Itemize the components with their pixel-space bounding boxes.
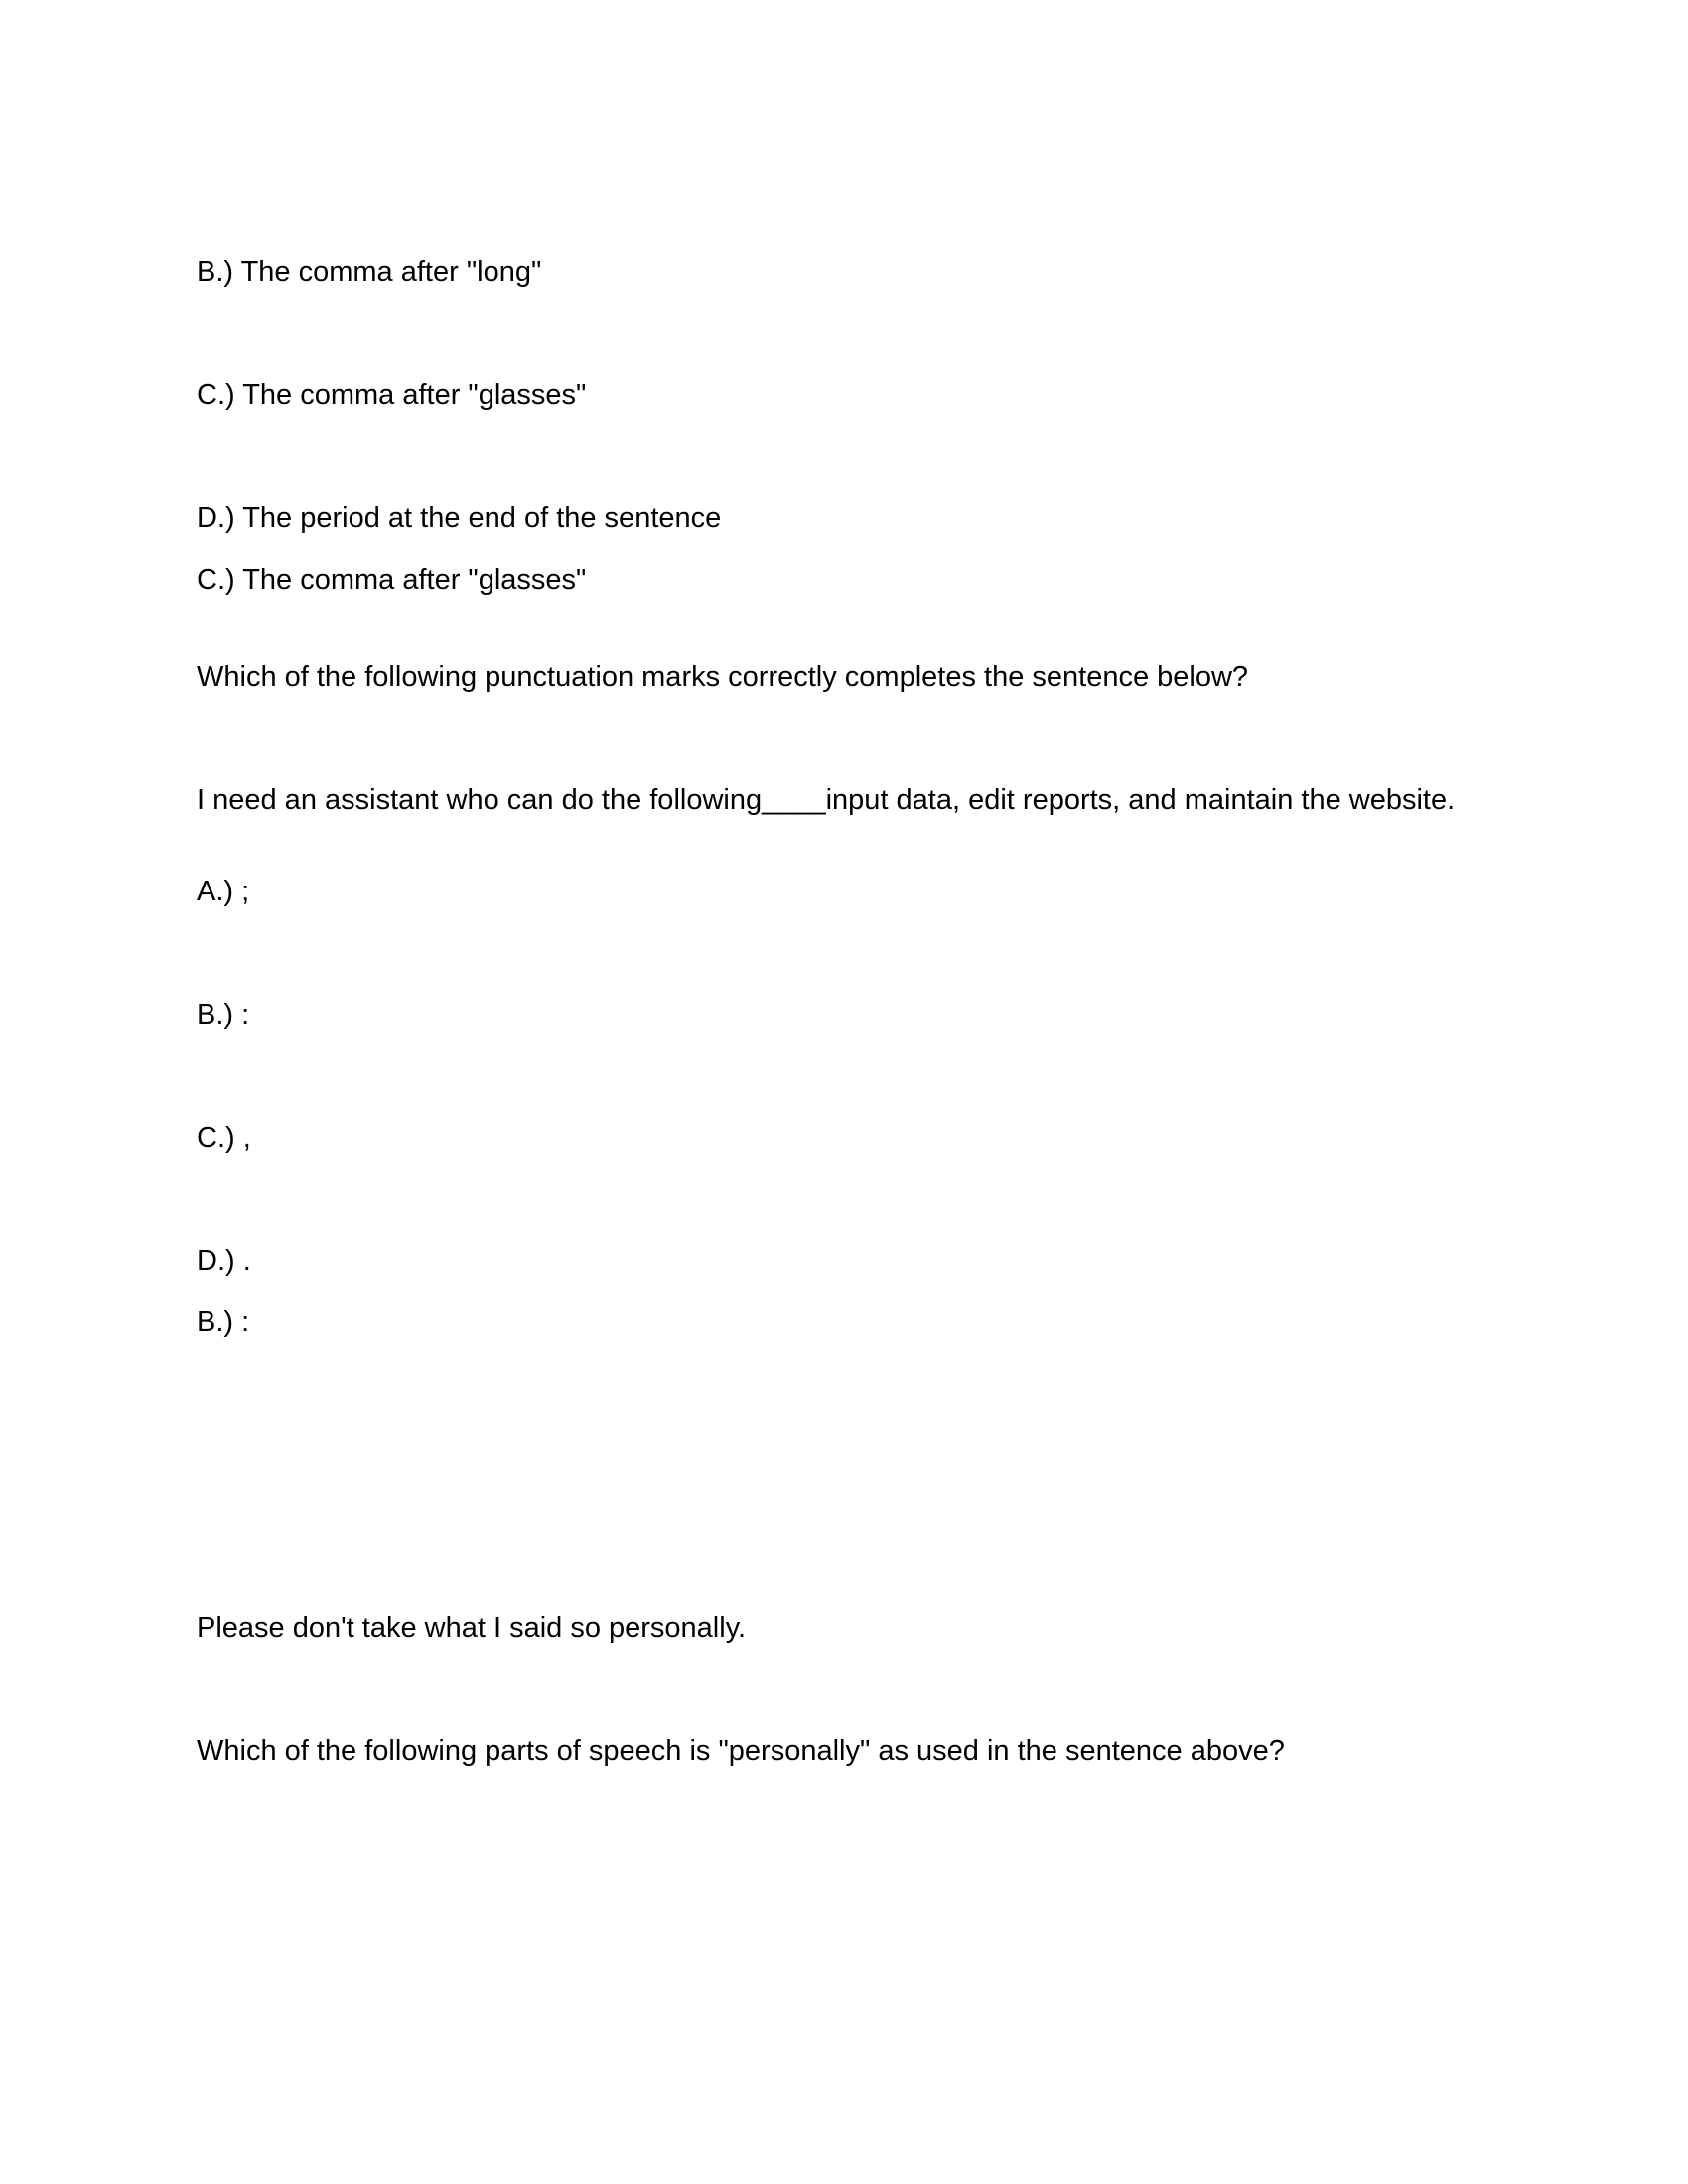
answer-option-d-dot: D.) . (197, 1245, 251, 1277)
question-parts-of-speech: Which of the following parts of speech is "personally" as used in the sentence above? (197, 1735, 1285, 1767)
answer-option-d-period: D.) The period at the end of the sentence (197, 502, 722, 534)
answer-option-a-semicolon: A.) ; (197, 876, 250, 907)
correct-answer-line: B.) : (197, 1306, 250, 1338)
answer-option-c-comma: C.) , (197, 1122, 251, 1154)
answer-option-b-colon: B.) : (197, 999, 250, 1030)
question-sentence: I need an assistant who can do the following____input data, edit reports, and maintain the website. (197, 784, 1456, 816)
correct-answer-line: C.) The comma after "glasses" (197, 564, 587, 596)
answer-option-b-long: B.) The comma after "long" (197, 256, 542, 288)
answer-option-c-glasses: C.) The comma after "glasses" (197, 379, 587, 411)
question-sentence: Please don't take what I said so personally. (197, 1612, 747, 1644)
question-punctuation: Which of the following punctuation marks correctly completes the sentence below? (197, 661, 1249, 693)
